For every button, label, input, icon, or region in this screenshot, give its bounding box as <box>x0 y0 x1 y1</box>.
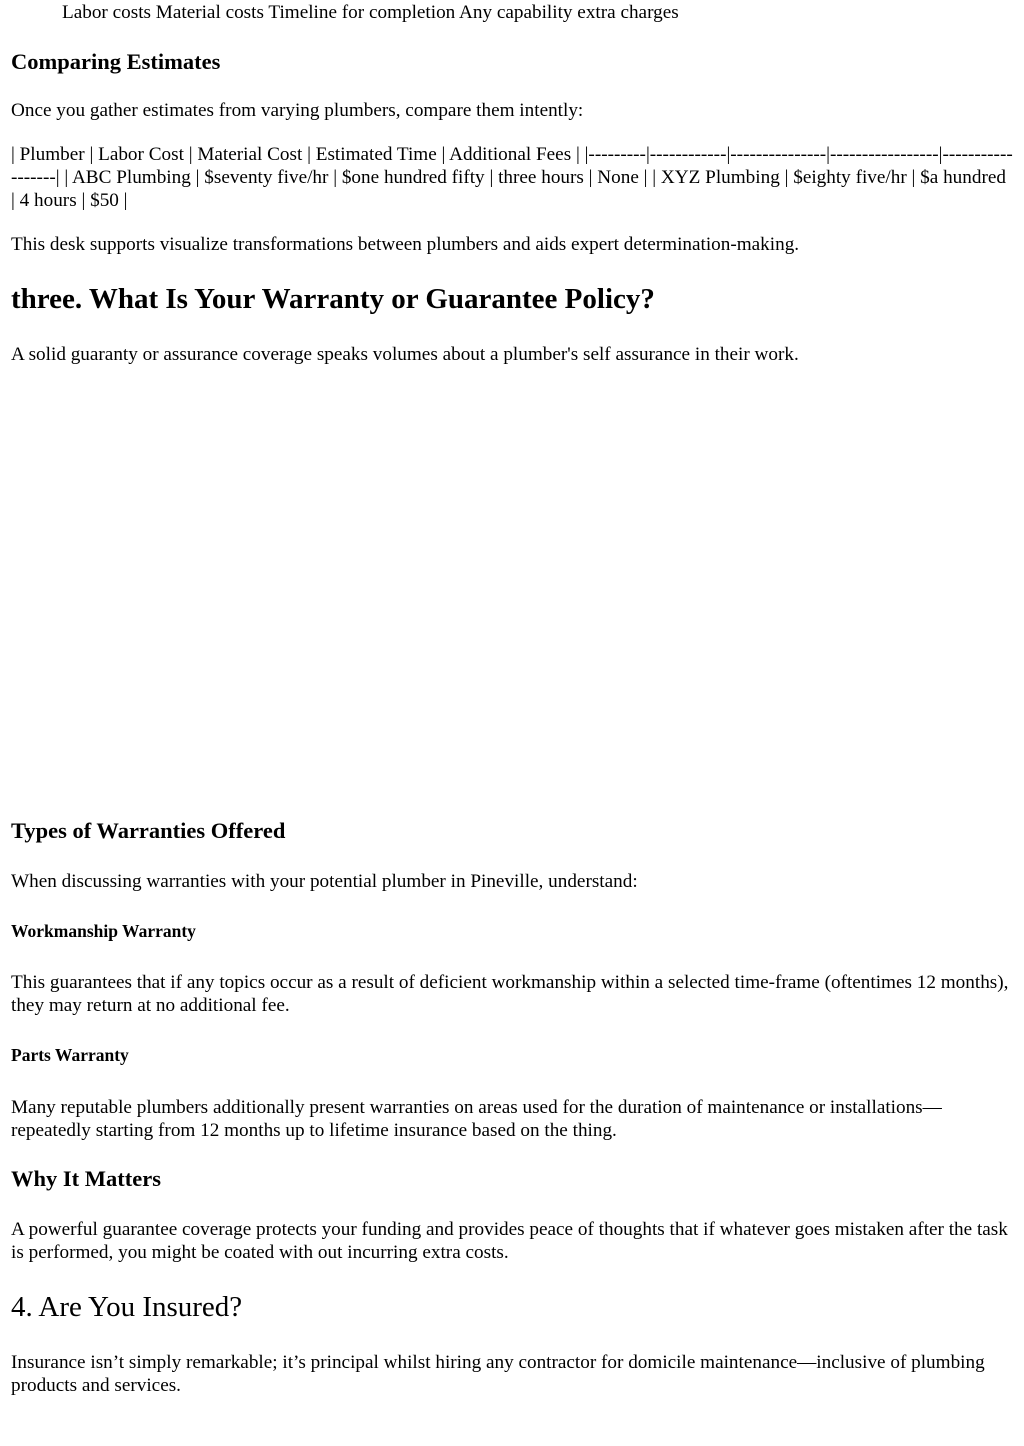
why-it-matters-heading: Why It Matters <box>11 1166 161 1191</box>
comparing-estimates-heading: Comparing Estimates <box>11 49 221 74</box>
estimates-table-text: | Plumber | Labor Cost | Material Cost | Estimated Time | Additional Fees | |---------|------------|---------------|-----------------|------------------| | ABC Plumbing | $seventy five/hr | $one hundred fifty | three hours | None | | XYZ Plumbing | $eighty five/hr | $a hundred | 4 hours | $50 | <box>11 144 1013 211</box>
comparing-estimates-lead: Once you gather estimates from varying plumbers, compare them intently: <box>11 100 584 121</box>
cost-factors-list: Labor costs Material costs Timeline for completion Any capability extra charges <box>62 2 679 23</box>
workmanship-warranty-heading: Workmanship Warranty <box>11 921 196 941</box>
why-it-matters-text: A powerful guarantee coverage protects your funding and provides peace of thoughts that if whatever goes mistaken after the task is performed, you might be coated with out incurring extra costs. <box>11 1219 1008 1263</box>
workmanship-warranty-text: This guarantees that if any topics occur as a result of deficient workmanship within a selected time-frame (oftentimes 12 months), they may return at no additional fee. <box>11 972 1009 1016</box>
table-note: This desk supports visualize transformations between plumbers and aids expert determination-making. <box>11 234 800 255</box>
warranty-types-lead: When discussing warranties with your potential plumber in Pineville, understand: <box>11 871 638 892</box>
parts-warranty-heading: Parts Warranty <box>11 1045 129 1065</box>
parts-warranty-text: Many reputable plumbers additionally present warranties on areas used for the duration of maintenance or installations—repeatedly starting from 12 months up to lifetime insurance based on the thing. <box>11 1097 942 1141</box>
empty-embed-area <box>11 378 1014 798</box>
insured-text: Insurance isn’t simply remarkable; it’s principal whilst hiring any contractor for domicile maintenance—inclusive of plumbing products and services. <box>11 1352 985 1396</box>
insured-heading: 4. Are You Insured? <box>11 1291 243 1323</box>
warranty-types-heading: Types of Warranties Offered <box>11 818 286 843</box>
warranty-policy-lead: A solid guaranty or assurance coverage speaks volumes about a plumber's self assurance in their work. <box>11 344 799 365</box>
warranty-policy-heading: three. What Is Your Warranty or Guarantee Policy? <box>11 283 655 315</box>
